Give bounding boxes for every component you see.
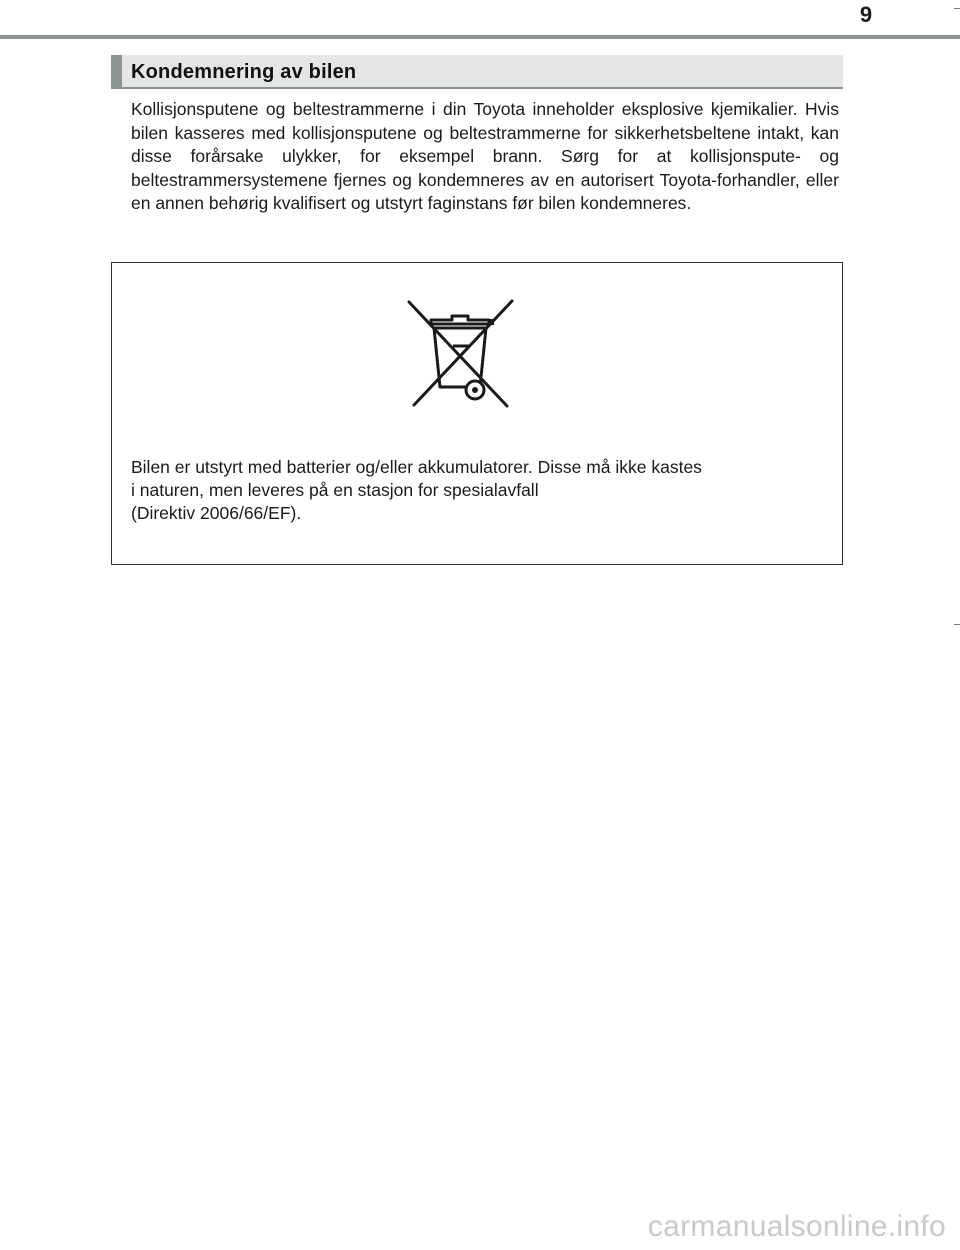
section-heading-title: Kondemnering av bilen — [131, 61, 357, 83]
battery-disposal-notice-box — [111, 262, 843, 565]
page-number: 9 — [859, 2, 873, 27]
crossed-out-wheelie-bin-icon — [404, 299, 516, 411]
notice-line-2: i naturen, men leveres på en stasjon for spesialavfall — [131, 480, 539, 500]
notice-text — [131, 456, 821, 525]
notice-line-1: Bilen er utstyrt med batterier og/eller akkumulatorer. Disse må ikke kastes — [131, 457, 702, 477]
section-heading-bar — [111, 55, 122, 87]
section-paragraph: Kollisjonsputene og beltestrammerne i din Toyota inneholder eksplosive kjemikalier. Hvis bilen kasseres med kollisjonsputene og beltestrammerne for sikkerhetsbeltene intakt, kan disse forårsake ulykker, for eksempel brann. Sørg for at kollisjonspute- og beltestrammersystemene fjernes og kondemneres av en autorisert Toyota-forhandler, eller en annen behørig kvalifisert og utstyrt faginstans før bilen kondemneres. — [131, 99, 839, 213]
watermark: carmanualsonline.info — [647, 1210, 946, 1243]
header-rule — [0, 35, 960, 39]
edge-tick-top — [954, 8, 960, 9]
edge-tick-middle — [954, 624, 960, 625]
notice-line-3: (Direktiv 2006/66/EF). — [131, 503, 302, 523]
section-heading — [111, 55, 843, 89]
